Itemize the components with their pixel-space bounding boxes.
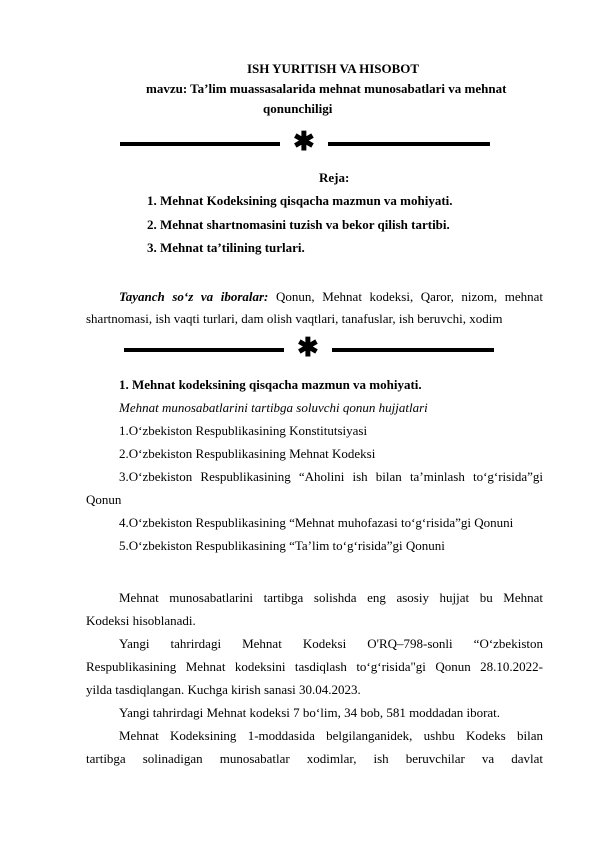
keywords-line-2: shartnomasi, ish vaqti turlari, dam olish vaqtlari, tanafuslar, ish beruvchi, xodim: [86, 311, 503, 326]
topic-line-1: mavzu: Ta’lim muassasalarida mehnat munosabatlari va mehnat: [146, 81, 507, 96]
divider-line-right: [332, 348, 494, 352]
section-heading: 1. Mehnat kodeksining qisqacha mazmun va mohiyati.: [119, 377, 422, 392]
section-divider: [124, 333, 494, 363]
divider-line-left: [124, 348, 284, 352]
legal-doc-item-continuation: Qonun: [86, 492, 122, 507]
plan-heading: Reja:: [319, 170, 350, 185]
section-subheading: Mehnat munosabatlarini tartibga soluvchi qonun hujjatlari: [119, 400, 428, 415]
section-divider: [120, 127, 490, 157]
plan-item: 2. Mehnat shartnomasini tuzish va bekor qilish tartibi.: [147, 217, 450, 232]
legal-doc-item: 3.O‘zbekiston Respublikasining “Aholini ish bilan ta’minlash to‘g‘risida”gi: [119, 469, 543, 484]
paragraph-line: Respublikasining Mehnat kodeksini tasdiqlash to‘g‘risida"gi Qonun 28.10.2022-: [86, 659, 543, 674]
legal-doc-item: 4.O‘zbekiston Respublikasining “Mehnat muhofazasi to‘g‘risida”gi Qonuni: [119, 515, 514, 530]
keywords-text-1: Qonun, Mehnat kodeksi, Qaror, nizom, mehnat: [276, 289, 544, 304]
paragraph-line: Yangi tahrirdagi Mehnat Kodeksi O'RQ–798-sonli “O‘zbekiston: [119, 636, 543, 651]
plan-item: 3. Mehnat ta’tilining turlari.: [147, 240, 305, 255]
paragraph-line: Mehnat munosabatlarini tartibga solishda eng asosiy hujjat bu Mehnat: [119, 590, 543, 605]
paragraph-line: Kodeksi hisoblanadi.: [86, 613, 196, 628]
divider-line-left: [120, 142, 280, 146]
keywords-label: Tayanch so‘z va iboralar:: [119, 289, 269, 304]
paragraph-line: tartibga solinadigan munosabatlar xodimlar, ish beruvchilar va davlat: [86, 751, 543, 766]
asterisk-star-icon: ✱: [297, 333, 319, 363]
topic-line-2: qonunchiligi: [263, 101, 333, 116]
legal-doc-item: 1.O‘zbekiston Respublikasining Konstitutsiyasi: [119, 423, 368, 438]
paragraph-line: Mehnat Kodeksining 1-moddasida belgilanganidek, ushbu Kodeks bilan: [119, 728, 543, 743]
keywords-line-1: [119, 289, 543, 305]
paragraph-line: yilda tasdiqlangan. Kuchga kirish sanasi 30.04.2023.: [86, 682, 361, 697]
paragraph-line: Yangi tahrirdagi Mehnat kodeksi 7 bo‘lim, 34 bob, 581 moddadan iborat.: [119, 705, 501, 720]
legal-doc-item: 5.O‘zbekiston Respublikasining “Ta’lim to‘g‘risida”gi Qonuni: [119, 538, 445, 553]
legal-doc-item: 2.O‘zbekiston Respublikasining Mehnat Kodeksi: [119, 446, 376, 461]
plan-item: 1. Mehnat Kodeksining qisqacha mazmun va mohiyati.: [147, 193, 453, 208]
asterisk-star-icon: ✱: [293, 127, 315, 157]
document-title: ISH YURITISH VA HISOBOT: [247, 61, 420, 76]
divider-line-right: [328, 142, 490, 146]
